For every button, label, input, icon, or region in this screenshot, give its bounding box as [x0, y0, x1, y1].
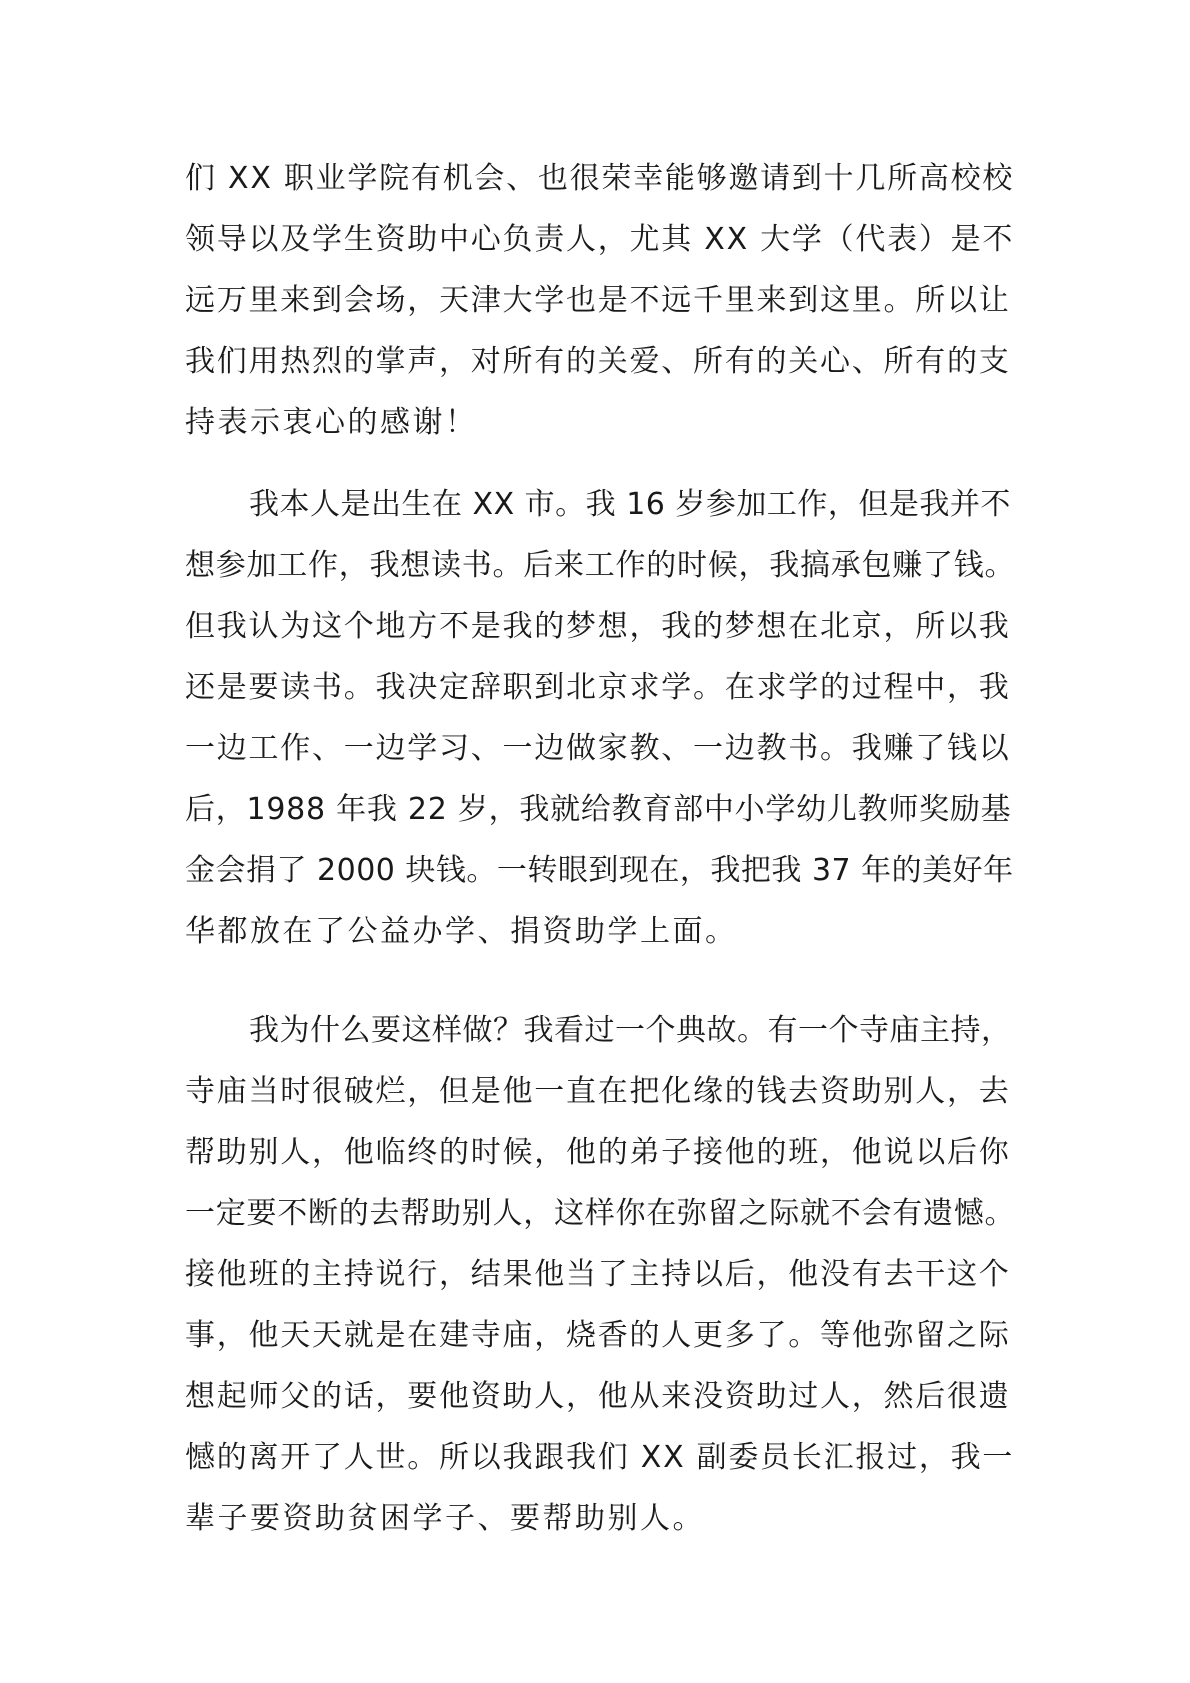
text-line: 们 XX 职业学院有机会、也很荣幸能够邀请到十几所高校校 [185, 161, 1015, 196]
text-line: 接他班的主持说行，结果他当了主持以后，他没有去干这个 [185, 1257, 1011, 1292]
text-line: 金会捐了 2000 块钱。一转眼到现在，我把我 37 年的美好年 [185, 853, 1014, 888]
text-line: 一边工作、一边学习、一边做家教、一边教书。我赚了钱以 [185, 731, 1011, 766]
text-line: 远万里来到会场，天津大学也是不远千里来到这里。所以让 [185, 283, 1011, 318]
text-line: 帮助别人，他临终的时候，他的弟子接他的班，他说以后你 [185, 1135, 1011, 1170]
text-line: 辈子要资助贫困学子、要帮助别人。 [185, 1501, 705, 1536]
text-line: 寺庙当时很破烂，但是他一直在把化缘的钱去资助别人，去 [185, 1074, 1011, 1109]
text-line-indented: 我本人是出生在 XX 市。我 16 岁参加工作，但是我并不 [249, 487, 1011, 522]
text-line: 事，他天天就是在建寺庙，烧香的人更多了。等他弥留之际 [185, 1318, 1011, 1353]
text-line: 后，1988 年我 22 岁，我就给教育部中小学幼儿教师奖励基 [185, 792, 1012, 827]
text-line: 持表示衷心的感谢！ [185, 405, 478, 440]
text-line-indented: 我为什么要这样做？我看过一个典故。有一个寺庙主持， [249, 1013, 1012, 1048]
paragraph-2 [185, 474, 1015, 962]
text-line: 华都放在了公益办学、捐资助学上面。 [185, 914, 738, 949]
text-line: 还是要读书。我决定辞职到北京求学。在求学的过程中，我 [185, 670, 1011, 705]
paragraph-1 [185, 148, 1015, 453]
text-line: 我们用热烈的掌声，对所有的关爱、所有的关心、所有的支 [185, 344, 1011, 379]
text-line: 想起师父的话，要他资助人，他从来没资助过人，然后很遗 [185, 1379, 1011, 1414]
text-line: 一定要不断的去帮助别人，这样你在弥留之际就不会有遗憾。 [185, 1196, 1016, 1231]
text-line: 想参加工作，我想读书。后来工作的时候，我搞承包赚了钱。 [185, 548, 1016, 583]
text-line: 憾的离开了人世。所以我跟我们 XX 副委员长汇报过，我一 [185, 1440, 1015, 1475]
text-line: 领导以及学生资助中心负责人，尤其 XX 大学（代表）是不 [185, 222, 1015, 257]
paragraph-3 [185, 1000, 1015, 1549]
text-line: 但我认为这个地方不是我的梦想，我的梦想在北京，所以我 [185, 609, 1011, 644]
